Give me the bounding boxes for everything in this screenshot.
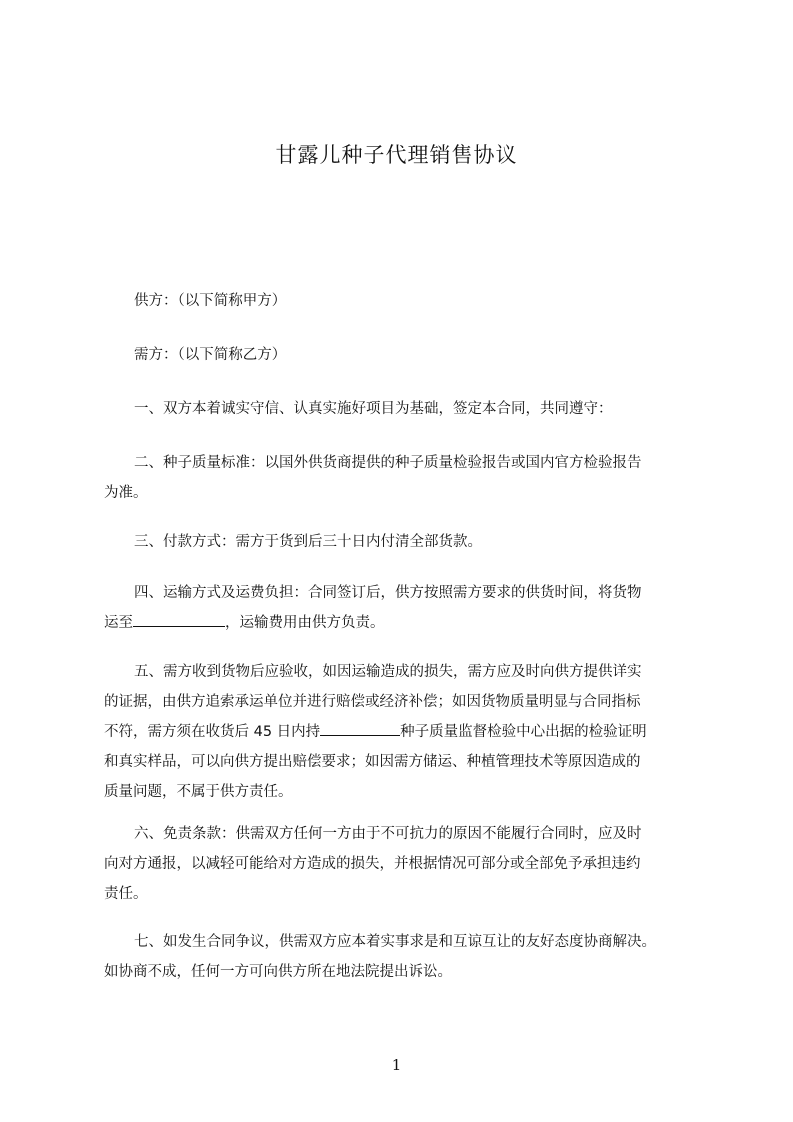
clause-5-line-3-start: 不符，需方须在收货后 45 日内持 [104, 724, 321, 740]
clause-7 [104, 927, 700, 987]
inspection-center-blank [320, 721, 400, 736]
clause-6 [104, 819, 700, 909]
clause-5-line-5: 质量问题，不属于供方责任。 [104, 784, 293, 800]
clause-5-line-1: 五、需方收到货物后应验收，如因运输造成的损失，需方应及时向供方提供详实 [134, 664, 642, 680]
clause-1 [104, 394, 700, 424]
buyer-line [104, 340, 700, 370]
clause-7-line-1: 七、如发生合同争议，供需双方应本着实事求是和互谅互让的友好态度协商解决。 [134, 934, 656, 950]
clause-4-line-2-end: ，运输费用由供方负责。 [225, 615, 385, 631]
clause-7-line-2: 如协商不成，任何一方可向供方所在地法院提出诉讼。 [104, 964, 452, 980]
clause-5 [104, 657, 700, 807]
clause-5-line-3 [104, 717, 700, 747]
clause-6-line-2: 向对方通报，以减轻可能给对方造成的损失，并根据情况可部分或全部免予承担违约 [104, 856, 641, 872]
supplier-text: 供方：（以下简称甲方） [134, 293, 287, 309]
clause-6-line-1: 六、免责条款：供需双方任何一方由于不可抗力的原因不能履行合同时，应及时 [134, 826, 642, 842]
clause-1-text: 一、双方本着诚实守信、认真实施好项目为基础，签定本合同，共同遵守： [134, 401, 613, 417]
clause-6-line-3: 责任。 [104, 886, 148, 902]
page-number: 1 [391, 1056, 402, 1074]
clause-3 [104, 527, 700, 557]
clause-2 [104, 448, 700, 508]
clause-5-line-4: 和真实样品，可以向供方提出赔偿要求；如因需方储运、种植管理技术等原因造成的 [104, 754, 641, 770]
clause-5-line-3-end: 种子质量监督检验中心出据的检验证明 [400, 724, 647, 740]
supplier-line [104, 286, 700, 316]
clause-3-text: 三、付款方式：需方于货到后三十日内付清全部货款。 [134, 534, 482, 550]
clause-4 [104, 578, 700, 638]
buyer-text: 需方：（以下简称乙方） [134, 347, 287, 363]
clause-2-line-1: 二、种子质量标准：以国外供货商提供的种子质量检验报告或国内官方检验报告 [134, 455, 642, 471]
document-title: 甘露儿种子代理销售协议 [275, 143, 518, 167]
clause-4-line-2 [104, 608, 700, 638]
clause-4-line-1: 四、运输方式及运费负担：合同签订后，供方按照需方要求的供货时间，将货物 [134, 585, 642, 601]
clause-2-line-2: 为准。 [104, 485, 148, 501]
destination-blank [133, 612, 225, 627]
clause-5-line-2: 的证据，由供方追索承运单位并进行赔偿或经济补偿；如因货物质量明显与合同指标 [104, 694, 641, 710]
clause-4-line-2-start: 运至 [104, 615, 133, 631]
